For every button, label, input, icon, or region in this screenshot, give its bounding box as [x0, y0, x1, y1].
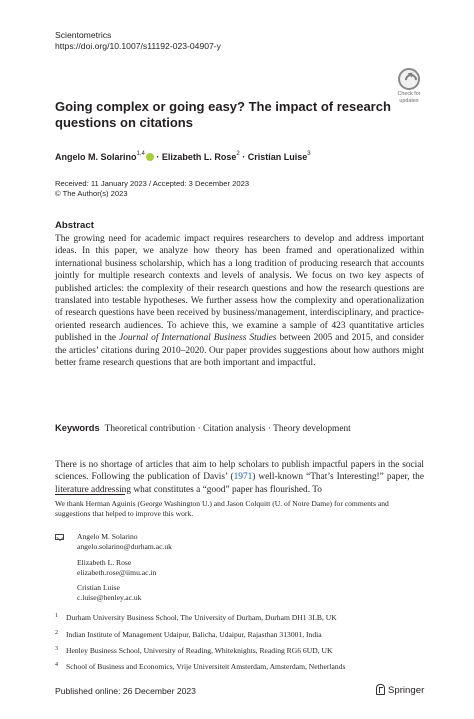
publisher-name: Springer	[388, 685, 425, 696]
author-affil-ref: 3	[307, 151, 311, 157]
article-title: Going complex or going easy? The impact of research questions on citations	[55, 99, 391, 130]
envelope-icon	[55, 534, 64, 540]
abstract-heading: Abstract	[55, 220, 94, 231]
journal-name: Scientometrics	[55, 30, 112, 40]
keywords-text: Theoretical contribution · Citation analysis · Theory development	[104, 424, 351, 434]
author-name[interactable]: Angelo M. Solarino	[55, 152, 137, 162]
acknowledgement: We thank Herman Aguinis (George Washington U.) and Jason Colquitt (U. of Notre Dame) for comments and suggestions that helped to improve this work.	[55, 499, 389, 518]
article-dates	[55, 179, 249, 198]
abstract-text-end: between 2005 and 2015, and consider the articles’ citations during 2010–2020. Our paper provides suggestions about how authors might better frame research questions that are both important and impactful.	[55, 333, 424, 369]
check-for-updates-icon	[398, 68, 420, 90]
intro-paragraph	[55, 459, 424, 496]
author-affil-ref: 1,4	[136, 151, 145, 157]
contact-block	[55, 532, 395, 604]
keywords-label: Keywords	[55, 423, 100, 433]
abstract-text: The growing need for academic impact requires researchers to develop and address important ideas. In this paper, we analyze how theory has been framed and operationalized within international business scholarship, which has a long tradition of producing research that accounts jointly for multiple research contexts and levels of analysis. We focus on two key aspects of published articles: the complexity of their research questions and how the research questions are translated into testable hypotheses. We further assess how the complexity and operationalization of research questions have been received by business/management, interdisciplinary, and practice-oriented research audiences. To achieve this, we examine a sample of 423 quantitative articles published in the	[55, 234, 424, 344]
received-accepted: Received: 11 January 2023 / Accepted: 3 December 2023	[55, 179, 250, 188]
check-for-updates-badge[interactable]	[394, 68, 424, 102]
keywords	[55, 422, 351, 435]
abstract-body	[55, 233, 424, 369]
contact-email[interactable]: elizabeth.rose@iimu.ac.in	[77, 568, 157, 577]
copyright: © The Author(s) 2023	[55, 188, 128, 198]
publisher-logo	[376, 684, 424, 696]
citation-link[interactable]: 1971	[233, 472, 253, 483]
contact-name: Cristian Luise	[77, 583, 120, 592]
affiliation-number: 3	[55, 646, 58, 652]
affiliation-text: Henley Business School, University of Reading, Whiteknights, Reading RG6 6UD, UK	[66, 646, 333, 655]
affiliation-text: School of Business and Economics, Vrije Universiteit Amsterdam, Amsterdam, Netherlands	[66, 662, 346, 671]
abstract-journal: Journal of International Business Studies	[119, 333, 277, 344]
intro-text: There is no shortage of articles that aim to help scholars to publish impactful papers in the social sciences. Following the publication of Davis’ (	[55, 460, 424, 483]
badge-line2: updates	[399, 98, 419, 104]
intro-text-end: ) well-known “That’s Interesting!” paper, the literature addressing what constitutes a “good” paper has flourished. To	[55, 472, 424, 495]
footnote-divider	[55, 494, 125, 495]
author-separator: ·	[239, 152, 248, 162]
affiliation-number: 1	[55, 613, 58, 619]
orcid-icon[interactable]	[146, 153, 154, 161]
author-name[interactable]: Elizabeth L. Rose	[161, 152, 237, 162]
author-affil-ref: 2	[236, 151, 240, 157]
springer-horse-icon	[376, 684, 385, 695]
affiliation-number: 2	[55, 630, 58, 636]
contact-name: Elizabeth L. Rose	[77, 558, 132, 567]
published-online: Published online: 26 December 2023	[55, 686, 196, 696]
affiliation-text: Indian Institute of Management Udaipur, Balicha, Udaipur, Rajasthan 313001, India	[66, 630, 322, 639]
journal-header	[55, 30, 221, 52]
contact-name: Angelo M. Solarino	[77, 532, 138, 541]
affiliation-number: 4	[55, 662, 58, 668]
author-name[interactable]: Cristian Luise	[247, 152, 308, 162]
contact-email[interactable]: c.luise@henley.ac.uk	[77, 593, 142, 602]
doi-link[interactable]: https://doi.org/10.1007/s11192-023-04907-y	[55, 41, 221, 51]
badge-line1: Check for	[397, 91, 421, 97]
affiliation-text: Durham University Business School, The University of Durham, Durham DH1 3LB, UK	[66, 613, 337, 622]
contact-email[interactable]: angelo.solarino@durham.ac.uk	[77, 542, 172, 551]
author-list	[55, 149, 311, 163]
author-separator: ·	[153, 152, 162, 162]
